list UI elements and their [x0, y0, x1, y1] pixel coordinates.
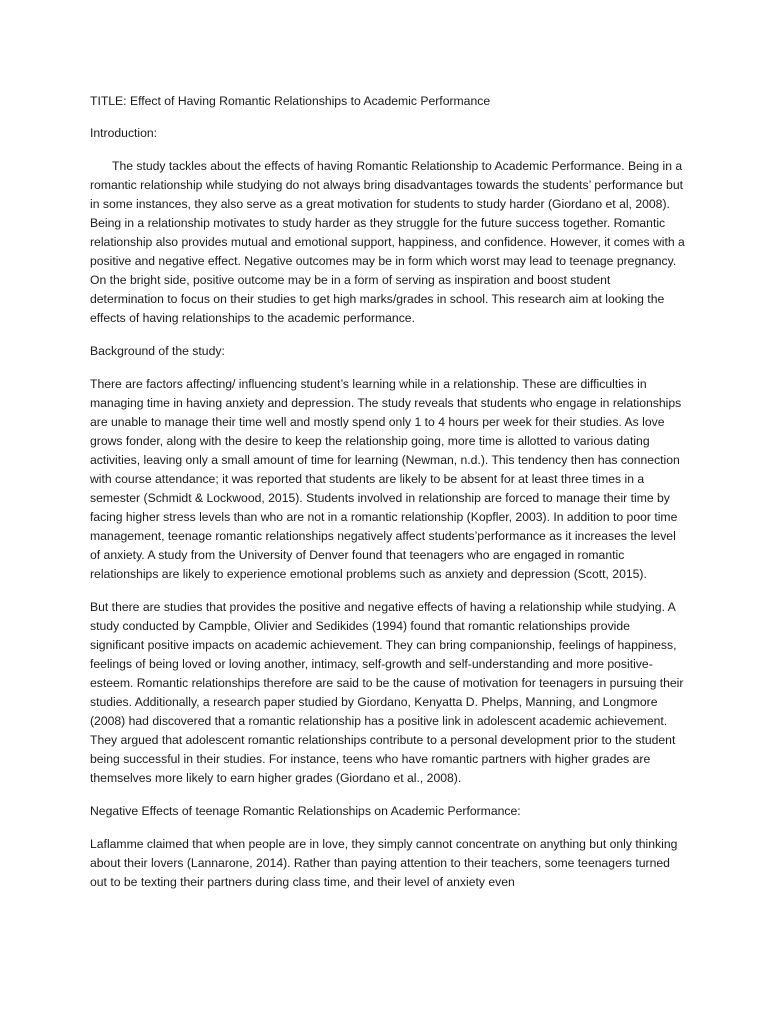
paragraph-introduction: The study tackles about the effects of having Romantic Relationship to Academic Performance. Being in a romantic relationship while studying do not always bring disadvantages towards the students’ performance but in some instances, they also serve as a great motivation for students to study harder (Giordano et al, 2008). Being in a relationship motivates to study harder as they struggle for the future success together. Romantic relationship also provides mutual and emotional support, happiness, and confidence. However, it comes with a positive and negative effect. Negative outcomes may be in form which worst may lead to teenage pregnancy. On the bright side, positive outcome may be in a form of serving as inspiration and boost student determination to focus on their studies to get high marks/grades in school. This research aim at looking the effects of having relationships to the academic performance.: [90, 159, 685, 325]
paragraph-negative-effects: Laflamme claimed that when people are in love, they simply cannot concentrate on anything but only thinking about their lovers (Lannarone, 2014). Rather than paying attention to their teachers, some teenagers turned out to be texting their partners during class time, and their level of anxiety even: [90, 837, 678, 889]
document-page: [90, 92, 686, 906]
document-title: TITLE: Effect of Having Romantic Relationships to Academic Performance: [90, 94, 491, 108]
paragraph-background-1: There are factors affecting/ influencing student’s learning while in a relationship. These are difficulties in managing time in having anxiety and depression. The study reveals that students who engage in relationships are unable to manage their time well and mostly spend only 1 to 4 hours per week for their studies. As love grows fonder, along with the desire to keep the relationship going, more time is allotted to various dating activities, leaving only a small amount of time for learning (Newman, n.d.). This tendency then has connection with course attendance; it was reported that students are likely to be absent for at least three times in a semester (Schmidt & Lockwood, 2015). Students involved in relationship are forced to manage their time by facing higher stress levels than who are not in a romantic relationship (Kopfler, 2003). In addition to poor time management, teenage romantic relationships negatively affect students’performance as it increases the level of anxiety. A study from the University of Denver found that teenagers who are engaged in romantic relationships are likely to experience emotional problems such as anxiety and depression (Scott, 2015).: [90, 377, 682, 581]
paragraph-background-2: But there are studies that provides the positive and negative effects of having a relationship while studying. A study conducted by Campble, Olivier and Sedikides (1994) found that romantic relationships provide significant positive impacts on academic achievement. They can bring companionship, feelings of happiness, feelings of being loved or loving another, intimacy, self-growth and self-understanding and more positive-esteem. Romantic relationships therefore are said to be the cause of motivation for teenagers in pursuing their studies. Additionally, a research paper studied by Giordano, Kenyatta D. Phelps, Manning, and Longmore (2008) had discovered that a romantic relationship has a positive link in adolescent academic achievement. They argued that adolescent romantic relationships contribute to a personal development prior to the student being successful in their studies. For instance, teens who have romantic partners with higher grades are themselves more likely to earn higher grades (Giordano et al., 2008).: [90, 600, 684, 785]
section-heading-background: Background of the study:: [90, 344, 225, 358]
section-heading-negative-effects: Negative Effects of teenage Romantic Relationships on Academic Performance:: [90, 804, 521, 818]
section-heading-introduction: Introduction:: [90, 126, 158, 140]
